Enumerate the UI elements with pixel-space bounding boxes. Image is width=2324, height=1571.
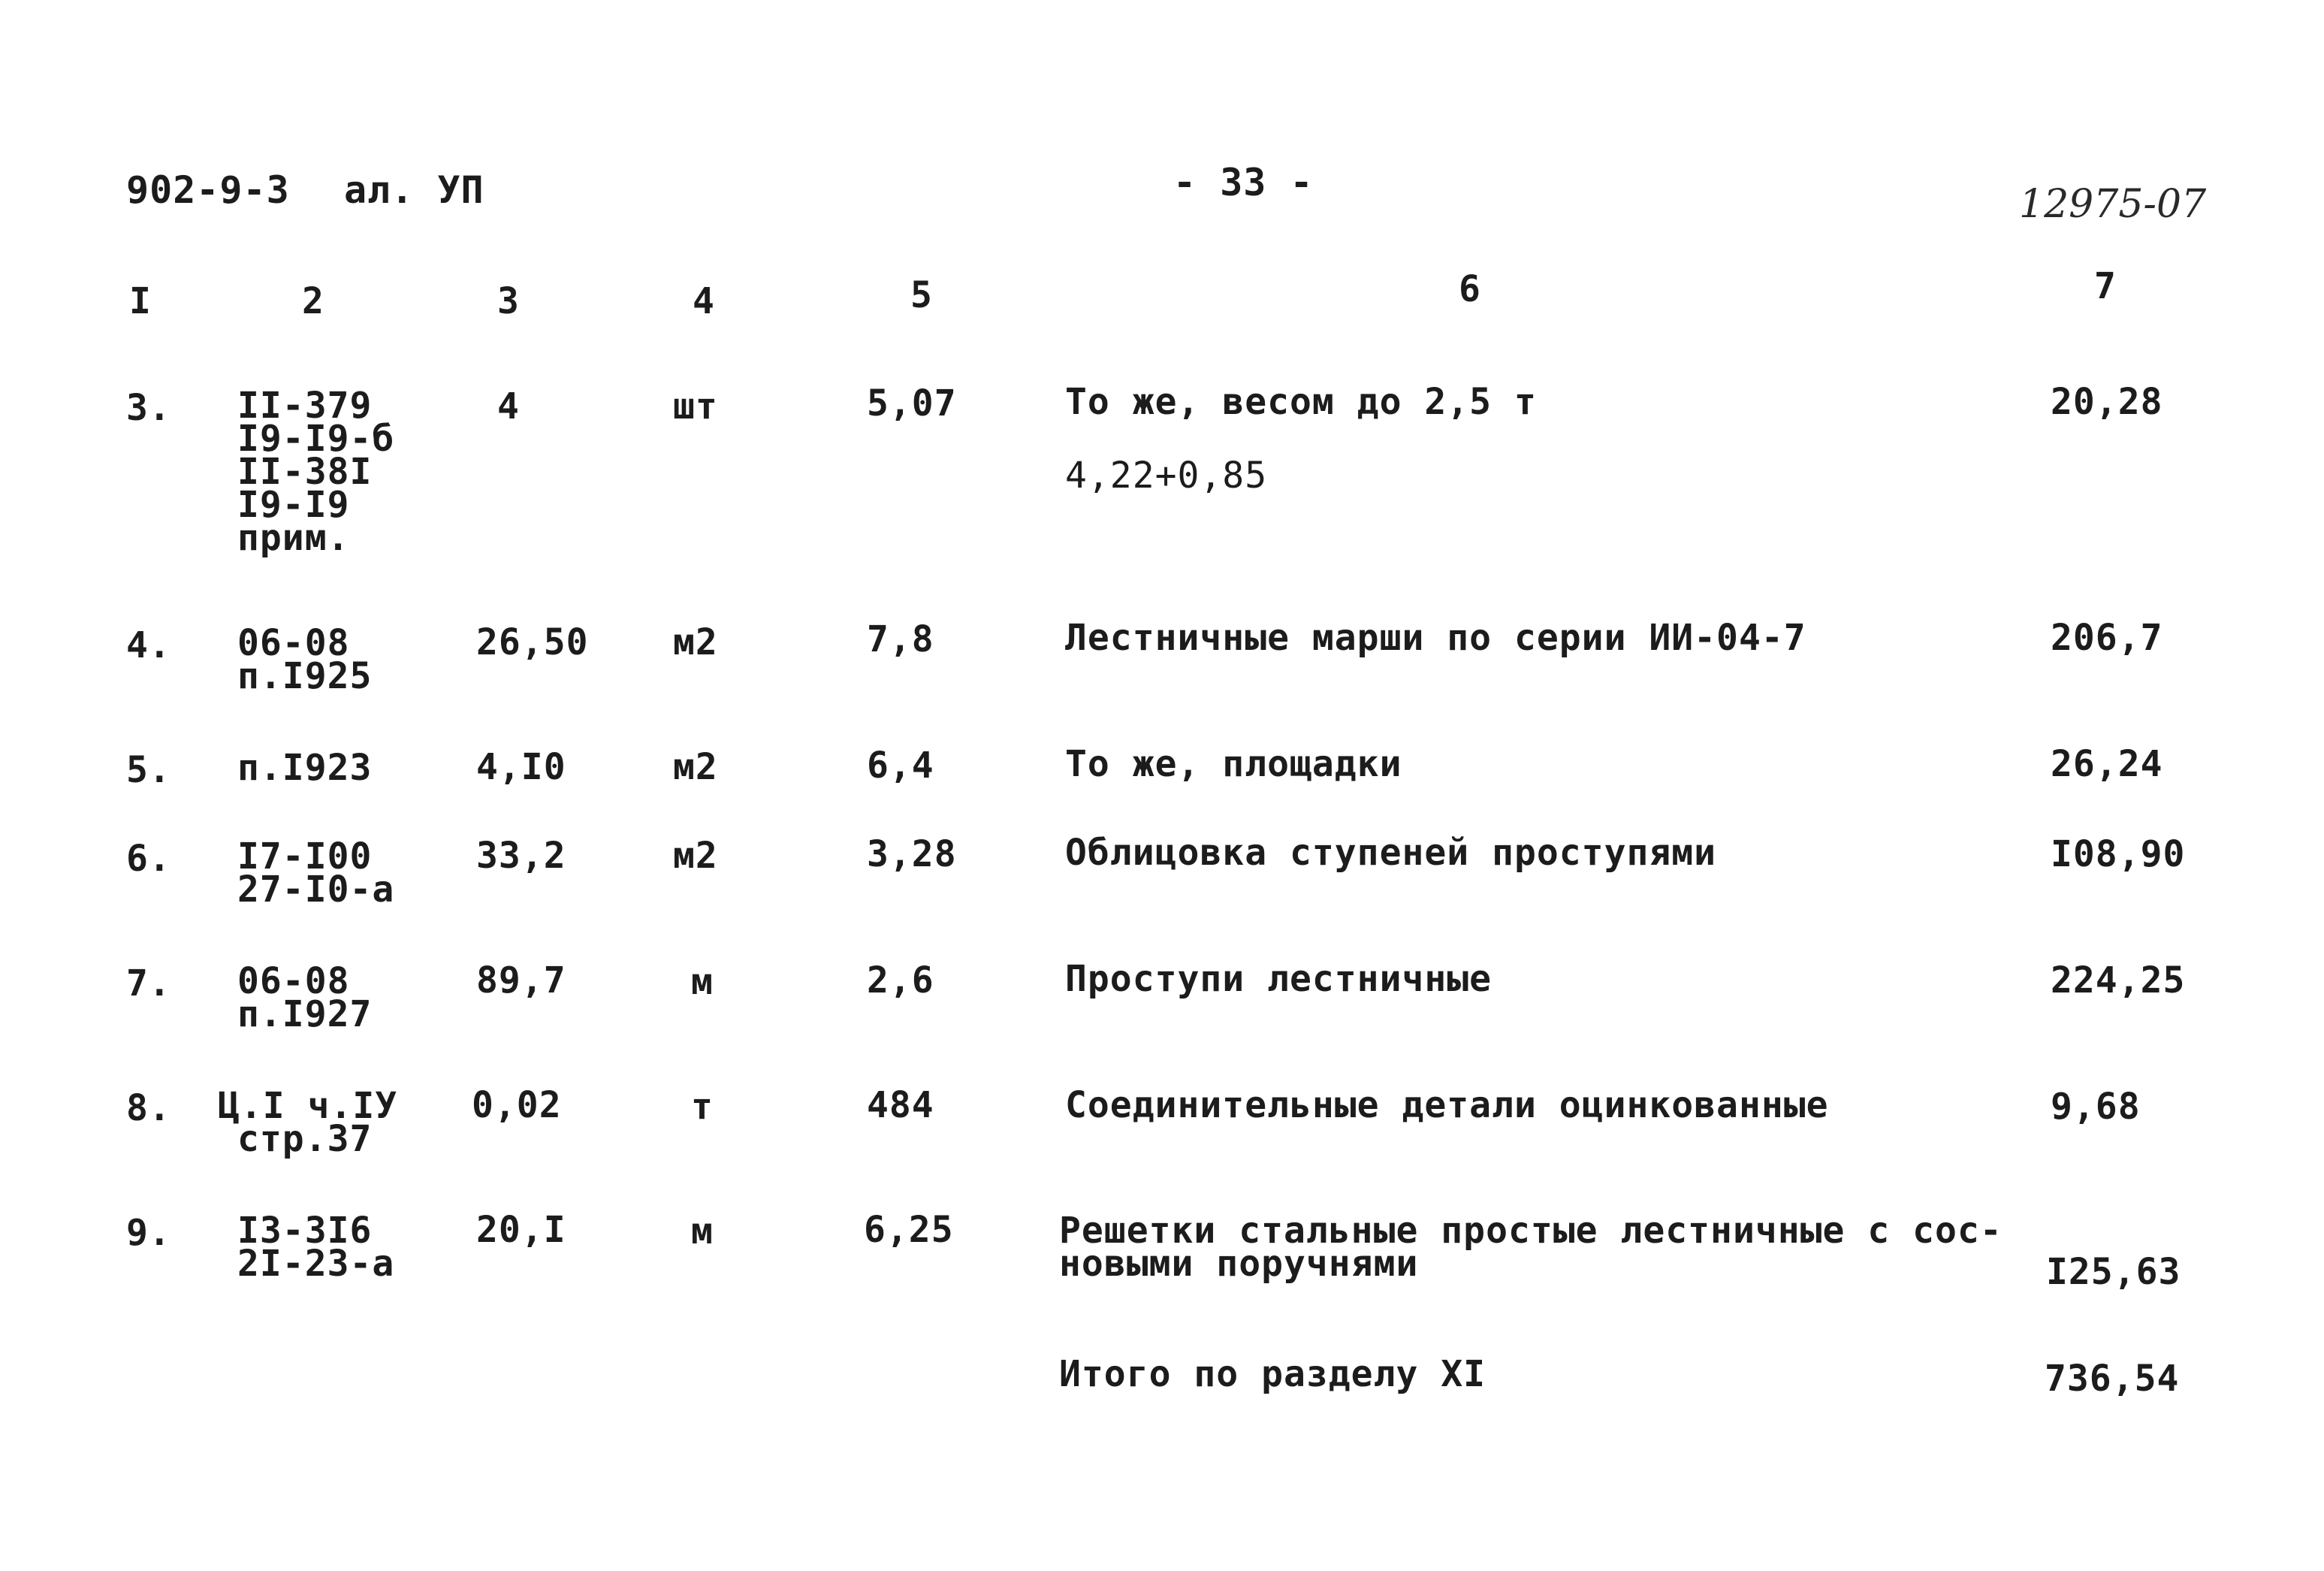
row-unit-price: 6,4 (867, 745, 934, 787)
row-unit: т (691, 1086, 714, 1128)
row-total: 26,24 (2051, 743, 2163, 785)
row-quantity: 4 (497, 385, 520, 427)
code-line: I7-I00 (237, 835, 373, 878)
row-codes (237, 622, 373, 697)
row-unit-price: 2,6 (867, 959, 934, 1002)
row-number: 5. (126, 749, 171, 791)
row-unit: шт (673, 385, 718, 427)
row-total: 20,28 (2051, 381, 2163, 423)
code-line: п.I925 (237, 655, 373, 697)
code-line: стр.37 (237, 1118, 373, 1160)
row-quantity: 89,7 (476, 959, 566, 1002)
code-line: Ц.I ч.IУ (218, 1085, 398, 1127)
code-line: II-38I (237, 451, 373, 493)
row-description: Проступи лестничные (1065, 958, 1492, 1000)
row-total: I08,90 (2051, 833, 2186, 875)
row-total: 224,25 (2051, 959, 2186, 1002)
code-line: I9-I9-б (237, 418, 395, 460)
doc-code: 902-9-3 (126, 168, 290, 212)
row-quantity: 33,2 (476, 835, 566, 877)
row-codes (218, 1085, 398, 1160)
col-header-2: 2 (302, 280, 324, 322)
code-line: п.I927 (237, 993, 373, 1035)
row-codes (237, 1210, 395, 1285)
row-number: 9. (126, 1212, 171, 1254)
row-description: То же, весом до 2,5 т (1065, 381, 1537, 423)
row-number: 6. (126, 838, 171, 880)
col-header-3: 3 (497, 280, 520, 322)
summary-total: 736,54 (2045, 1358, 2180, 1400)
col-header-6: 6 (1459, 268, 1481, 310)
row-unit-price: 484 (867, 1084, 934, 1126)
code-line: прим. (237, 517, 350, 559)
row-unit: м (691, 961, 714, 1003)
row-unit: м2 (673, 746, 718, 788)
code-line: п.I923 (237, 747, 373, 789)
row-unit-price: 3,28 (867, 833, 957, 875)
col-header-1: I (129, 280, 152, 322)
row-number: 8. (126, 1087, 171, 1129)
code-line: I9-I9 (237, 484, 350, 526)
row-total: 206,7 (2051, 617, 2163, 659)
row-quantity: 4,I0 (476, 746, 566, 788)
row-codes (237, 385, 395, 559)
row-total: I25,63 (2046, 1251, 2181, 1293)
row-unit-price: 5,07 (867, 382, 957, 424)
row-unit-price: 7,8 (867, 618, 934, 660)
code-line: I3-3I6 (237, 1210, 373, 1252)
row-number: 7. (126, 962, 171, 1005)
row-number: 3. (126, 387, 171, 429)
summary-label: Итого по разделу XI (1059, 1353, 1486, 1395)
row-unit: м (691, 1210, 714, 1252)
code-line: 06-08 (237, 960, 350, 1002)
album-number: ал. УП (344, 168, 484, 212)
row-quantity: 20,I (476, 1209, 566, 1251)
code-line: 06-08 (237, 622, 350, 664)
col-header-7: 7 (2094, 265, 2117, 307)
row-quantity: 0,02 (472, 1084, 562, 1126)
row-unit-price: 6,25 (864, 1209, 954, 1251)
row-codes (237, 960, 373, 1035)
row-description-continued: новыми поручнями (1059, 1243, 1419, 1285)
col-header-4: 4 (693, 280, 715, 322)
row-description-note: 4,22+0,85 (1065, 455, 1268, 497)
row-total: 9,68 (2051, 1086, 2141, 1128)
code-line: II-379 (237, 385, 373, 427)
row-codes (237, 835, 395, 911)
row-unit: м2 (673, 835, 718, 877)
row-number: 4. (126, 624, 171, 666)
row-description: Соединительные детали оцинкованные (1065, 1084, 1829, 1126)
code-line: 27-I0-а (237, 869, 395, 911)
row-description: То же, площадки (1065, 743, 1402, 785)
row-description: Облицовка ступеней проступями (1065, 832, 1717, 874)
code-line: 2I-23-а (237, 1243, 395, 1285)
row-unit: м2 (673, 621, 718, 663)
row-description: Решетки стальные простые лестничные с сос- (1059, 1210, 2003, 1252)
row-description: Лестничные марши по серии ИИ-04-7 (1065, 617, 1806, 659)
page-number: - 33 - (1173, 161, 1314, 204)
row-codes (237, 747, 373, 789)
row-quantity: 26,50 (476, 621, 589, 663)
col-header-5: 5 (910, 274, 933, 316)
registration-number: 12975-07 (2019, 182, 2207, 227)
